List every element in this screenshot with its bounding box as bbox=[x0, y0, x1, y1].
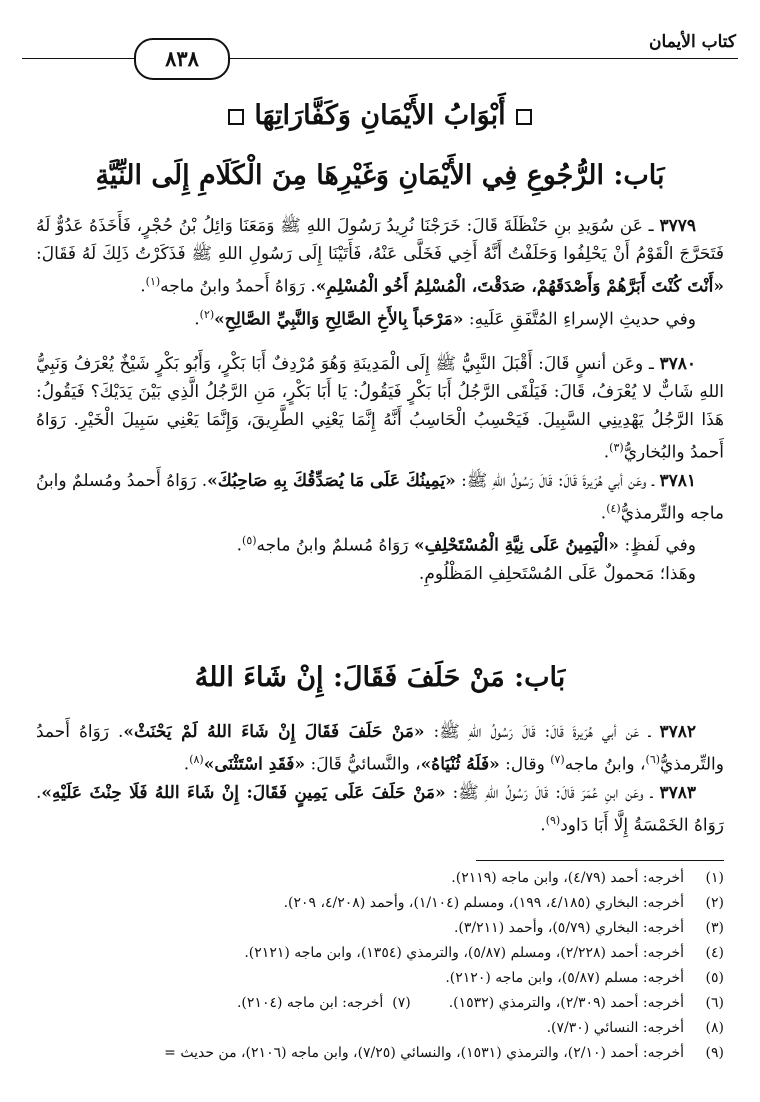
footnote-text: أخرجه: النسائي (٧/٣٠). bbox=[546, 1020, 684, 1036]
hadith-source: رَوَاهُ مُسلمٌ وابنُ ماجه bbox=[256, 535, 414, 556]
footnote-number: (١) bbox=[705, 870, 724, 886]
footnote-text: أخرجه: مسلم (٥/٨٧)، وابن ماجه (٢١٢٠). bbox=[445, 970, 684, 986]
section-heading: بَاب: مَنْ حَلَفَ فَقَالَ: إِنْ شَاءَ اللهُ bbox=[194, 662, 566, 693]
footnote-ref[interactable]: (٥) bbox=[242, 534, 257, 548]
footnote-item bbox=[28, 941, 724, 966]
footnote-text: أخرجه: أحمد (٤/٧٩)، وابن ماجه (٢١١٩). bbox=[451, 870, 684, 886]
hadith-quote: «أَنْتَ كُنْتَ أَبَرَّهُمْ وَأَصْدَقَهُمْ، صَدَقْتَ، الْمُسْلِمُ أَخُو الْمُسْلِمِ» bbox=[315, 276, 724, 297]
footnote-ref[interactable]: (١) bbox=[145, 275, 161, 288]
hadith-block-2 bbox=[36, 350, 724, 588]
chapter-title-text: أَبْوَابُ الأَيْمَانِ وَكَفَّارَاتِهَا bbox=[254, 100, 506, 131]
hadith-paragraph: ٣٧٨٢ ـ عَن أبي هُرَيرةَ قَالَ: قَالَ رَسُولُ اللهِ ﷺ: «مَنْ حَلَفَ فَقَالَ إِنْ شَاءَ اللهُ لَمْ يَحْنَثْ». رَوَاهُ أَحمدُ والتِّرمذيُّ$^{(٦)}$، وابنُ ماجه$^{(٧)}$ وقال: «فَلَهُ ثُنْيَاهُ»، والنَّسائيُّ قَالَ: «فَقَدِ اسْتَثْنَى»$^{(٨)}$. bbox=[36, 722, 724, 775]
footnote-number: (٩) bbox=[705, 1045, 724, 1061]
square-bullet-icon bbox=[228, 109, 244, 125]
page-number: ٨٣٨ bbox=[134, 38, 230, 80]
hadith-source: ، وابنُ ماجه bbox=[564, 754, 646, 775]
hadith-text: وقال: bbox=[499, 754, 551, 775]
hadith-text: ـ عَن أبي هُرَيرةَ قَالَ: قَالَ رَسُولُ اللهِ ﷺ: bbox=[433, 722, 651, 742]
footnote-text-part: أخرجه: أحمد (٢/٣٠٩)، والترمذي (١٥٣٢). bbox=[448, 995, 684, 1011]
footnote-rule bbox=[476, 860, 724, 861]
footnote-ref[interactable]: (٢) bbox=[199, 307, 215, 321]
hadith-paragraph: ٣٧٧٩ ـ عَن سُوَيدِ بنِ حَنْظَلَةَ قَالَ: خَرَجْنَا نُرِيدُ رَسُولَ اللهِ ﷺ وَمَعَنَا وَائِلُ بْنُ حُجْرٍ، فَأَخَذَهُ عَدُوٌّ لَهُ فَتَحَرَّجَ الْقَوْمُ أَنْ يَحْلِفُوا وَحَلَفْتُ أَنَّهُ أَخِي فَخَلَّى عَنْهُ، فَأَتَيْنَا إِلَى رَسُولِ اللهِ ﷺ فَذَكَرْتُ ذَلِكَ لَهُ فَقَالَ: «أَنْتَ كُنْتَ أَبَرَّهُمْ وَأَصْدَقَهُمْ، صَدَقْتَ، الْمُسْلِمُ أَخُو الْمُسْلِمِ». رَوَاهُ أَحمدُ وابنُ ماجه$^{(١)}$. bbox=[36, 216, 724, 297]
footnote-text: أخرجه: البخاري (٤/١٨٥، ١٩٩)، ومسلم (١/١٠٤)، وأحمد (٤/٢٠٨، ٢٠٩). bbox=[283, 895, 684, 911]
hadith-number: ٣٧٧٩ bbox=[659, 216, 696, 236]
footnote-number: (٦) bbox=[705, 995, 724, 1011]
hadith-paragraph: ٣٧٨١ ـ وعَن أبي هُرَيرةَ قَالَ: قَالَ رَسُولُ اللهِ ﷺ: «يَمِينُكَ عَلَى مَا يُصَدِّقُكَ بِهِ صَاحِبُكَ». رَوَاهُ أَحمدُ ومُسلمٌ وابنُ ماجه والتِّرمذيُّ$^{(٤)}$. bbox=[36, 470, 724, 524]
section-heading: بَاب: الرُّجُوعِ فِي الأَيْمَانِ وَغَيْرِهَا مِنَ الْكَلَامِ إِلَى النِّيَّةِ bbox=[95, 160, 665, 191]
footnote-item bbox=[28, 1016, 724, 1041]
hadith-number: ٣٧٨١ bbox=[659, 470, 696, 491]
hadith-paragraph: ٣٧٨٣ ـ وعَن ابنِ عُمَرَ قَالَ: قَالَ رَسُولُ اللهِ ﷺ: «مَنْ حَلَفَ عَلَى يَمِينٍ فَقَالَ: إِنْ شَاءَ اللهُ فَلَا حِنْثَ عَلَيْهِ». رَوَاهُ الخَمْسَةُ إِلَّا أَبَا دَاود$^{(٩)}$. bbox=[36, 782, 724, 836]
square-bullet-icon bbox=[516, 109, 532, 125]
hadith-number: ٣٧٨٣ bbox=[659, 782, 696, 803]
hadith-text: وهَذا؛ مَحمولٌ عَلَى المُسْتَحلِفِ المَظْلُومِ. bbox=[418, 563, 696, 584]
hadith-block-3 bbox=[36, 718, 724, 839]
footnote-number: (٥) bbox=[705, 970, 724, 986]
page-header bbox=[22, 30, 738, 71]
footnote-item bbox=[28, 966, 724, 991]
footnote-text: أخرجه: أحمد (٢/١٠)، والترمذي (١٥٣١)، والنسائي (٧/٢٥)، وابن ماجه (٢١٠٦)، من حديث = bbox=[164, 1045, 684, 1061]
footnote-item bbox=[28, 991, 724, 1016]
footnotes bbox=[28, 866, 724, 1066]
footnote-number: (٨) bbox=[705, 1020, 724, 1036]
footnote-text-part: أخرجه: ابن ماجه (٢١٠٤). bbox=[236, 995, 384, 1011]
hadith-text: ـ وعَن أبي هُرَيرةَ قَالَ: قَالَ رَسُولُ اللهِ ﷺ: bbox=[461, 470, 655, 491]
hadith-quote: «يَمِينُكَ عَلَى مَا يُصَدِّقُكَ بِهِ صَاحِبُكَ» bbox=[207, 470, 456, 491]
footnote-text: أخرجه: البخاري (٥/٧٩)، وأحمد (٣/٢١١). bbox=[453, 920, 684, 936]
hadith-source: . رَوَاهُ أَحمدُ وابنُ ماجه bbox=[160, 276, 316, 297]
hadith-quote: «مَنْ حَلَفَ عَلَى يَمِينٍ فَقَالَ: إِنْ شَاءَ اللهُ فَلَا حِنْثَ عَلَيْهِ» bbox=[41, 782, 446, 803]
footnote-text bbox=[28, 991, 684, 1016]
hadith-text: ـ وعَن أنسٍ قَالَ: أَقْبَلَ النَّبِيُّ ﷺ إِلَى الْمَدِينَةِ وَهُوَ مُرْدِفٌ أَبَا بَكْرٍ، وَأَبُو بَكْرٍ شَيْخٌ يُعْرَفُ وَنَبِيُّ اللهِ شَابٌّ لا يُعْرَفُ، قَالَ: فَيَلْقَى الرَّجُلُ أَبَا بَكْرٍ فَيَقُولُ: يَا أَبَا بَكْرٍ، مَنِ الرَّجُلُ الَّذِي بَيْنَ يَدَيْكَ؟ فَيَقُولُ: هَذَا الرَّجُلُ يَهْدِينِي السَّبِيلَ. فَيَحْسِبُ الْحَاسِبُ أَنَّهُ إِنَّمَا يَعْنِي الطَّرِيقَ، وَإِنَّمَا يَعْنِي سَبِيلَ الْخَيْرِ. رَوَاهُ أَحمدُ والبُخاريُّ bbox=[36, 354, 724, 463]
hadith-source: . رَوَاهُ أَحمدُ ومُسلمٌ وابنُ ماجه والتِّرمذيُّ bbox=[36, 470, 724, 524]
hadith-paragraph bbox=[36, 560, 724, 588]
footnote-number: (٢) bbox=[705, 895, 724, 911]
footnote-ref[interactable]: (٤) bbox=[606, 501, 621, 515]
hadith-text: وفي حديثِ الإسراءِ المُتَّفَقِ عَلَيهِ: bbox=[468, 309, 696, 330]
hadith-paragraph: وفي حديثِ الإسراءِ المُتَّفَقِ عَلَيهِ: «مَرْحَباً بِالأَخِ الصَّالِحِ وَالنَّبِيِّ الصَّالِحِ»$^{(٢)}$. bbox=[194, 307, 696, 330]
header-rule bbox=[22, 58, 738, 59]
hadith-quote: «مَرْحَباً بِالأَخِ الصَّالِحِ وَالنَّبِيِّ الصَّالِحِ» bbox=[214, 309, 464, 330]
footnote-ref[interactable]: (٦) bbox=[645, 753, 661, 766]
running-title: كتاب الأيمان bbox=[649, 32, 736, 52]
hadith-text: وفي لَفظٍ: bbox=[624, 535, 696, 556]
footnote-text: أخرجه: أحمد (٢/٢٢٨)، ومسلم (٥/٨٧)، والترمذي (١٣٥٤)، وابن ماجه (٢١٢١). bbox=[244, 945, 684, 961]
footnote-item bbox=[28, 866, 724, 891]
hadith-number: ٣٧٨٢ bbox=[659, 722, 697, 742]
footnote-item bbox=[28, 891, 724, 916]
hadith-source: . رَوَاهُ الخَمْسَةُ إِلَّا أَبَا دَاود bbox=[36, 782, 724, 836]
hadith-paragraph: وفي لَفظٍ: «الْيَمِينُ عَلَى نِيَّةِ الْمُسْتَحْلِفِ» رَوَاهُ مُسلمٌ وابنُ ماجه$^{(٥)}$. bbox=[236, 534, 696, 556]
hadith-paragraph: ٣٧٨٠ ـ وعَن أنسٍ قَالَ: أَقْبَلَ النَّبِيُّ ﷺ إِلَى الْمَدِينَةِ وَهُوَ مُرْدِفٌ أَبَا بَكْرٍ، وَأَبُو بَكْرٍ شَيْخٌ يُعْرَفُ وَنَبِيُّ اللهِ شَابٌّ لا يُعْرَفُ، قَالَ: فَيَلْقَى الرَّجُلُ أَبَا بَكْرٍ فَيَقُولُ: يَا أَبَا بَكْرٍ، مَنِ الرَّجُلُ الَّذِي بَيْنَ يَدَيْكَ؟ فَيَقُولُ: هَذَا الرَّجُلُ يَهْدِينِي السَّبِيلَ. فَيَحْسِبُ الْحَاسِبُ أَنَّهُ إِنَّمَا يَعْنِي الطَّرِيقَ، وَإِنَّمَا يَعْنِي سَبِيلَ الْخَيْرِ. رَوَاهُ أَحمدُ والبُخاريُّ$^{(٣)}$. bbox=[36, 354, 724, 463]
footnote-ref[interactable]: (٣) bbox=[609, 441, 624, 454]
footnote-number: (٧) bbox=[392, 995, 411, 1011]
footnote-number: (٤) bbox=[705, 945, 724, 961]
hadith-source: . رَوَاهُ أَحمدُ والتِّرمذيُّ bbox=[36, 722, 724, 775]
footnote-item bbox=[28, 916, 724, 941]
hadith-text: ـ وعَن ابنِ عُمَرَ قَالَ: قَالَ رَسُولُ اللهِ ﷺ: bbox=[452, 782, 653, 803]
footnote-ref[interactable]: (٧) bbox=[550, 753, 565, 766]
hadith-quote: «فَلَهُ ثُنْيَاهُ» bbox=[420, 754, 500, 775]
hadith-quote: «مَنْ حَلَفَ فَقَالَ إِنْ شَاءَ اللهُ لَمْ يَحْنَثْ» bbox=[123, 722, 425, 742]
hadith-quote: «فَقَدِ اسْتَثْنَى» bbox=[203, 754, 306, 775]
footnote-item bbox=[28, 1041, 724, 1066]
footnote-ref[interactable]: (٩) bbox=[545, 813, 561, 827]
hadith-source: ، والنَّسائيُّ قَالَ: bbox=[305, 754, 421, 775]
hadith-quote: «الْيَمِينُ عَلَى نِيَّةِ الْمُسْتَحْلِفِ» bbox=[413, 535, 620, 556]
hadith-block-1 bbox=[36, 212, 724, 333]
chapter-title bbox=[0, 100, 760, 131]
hadith-text: ـ عَن سُوَيدِ بنِ حَنْظَلَةَ قَالَ: خَرَجْنَا نُرِيدُ رَسُولَ اللهِ ﷺ وَمَعَنَا وَائِلُ بْنُ حُجْرٍ، فَأَخَذَهُ عَدُوٌّ لَهُ فَتَحَرَّجَ الْقَوْمُ أَنْ يَحْلِفُوا وَحَلَفْتُ أَنَّهُ أَخِي فَخَلَّى عَنْهُ، فَأَتَيْنَا إِلَى رَسُولِ اللهِ ﷺ فَذَكَرْتُ ذَلِكَ لَهُ فَقَالَ: bbox=[36, 216, 724, 264]
footnote-ref[interactable]: (٨) bbox=[189, 753, 204, 766]
footnote-number: (٣) bbox=[705, 920, 724, 936]
hadith-number: ٣٧٨٠ bbox=[659, 354, 696, 374]
